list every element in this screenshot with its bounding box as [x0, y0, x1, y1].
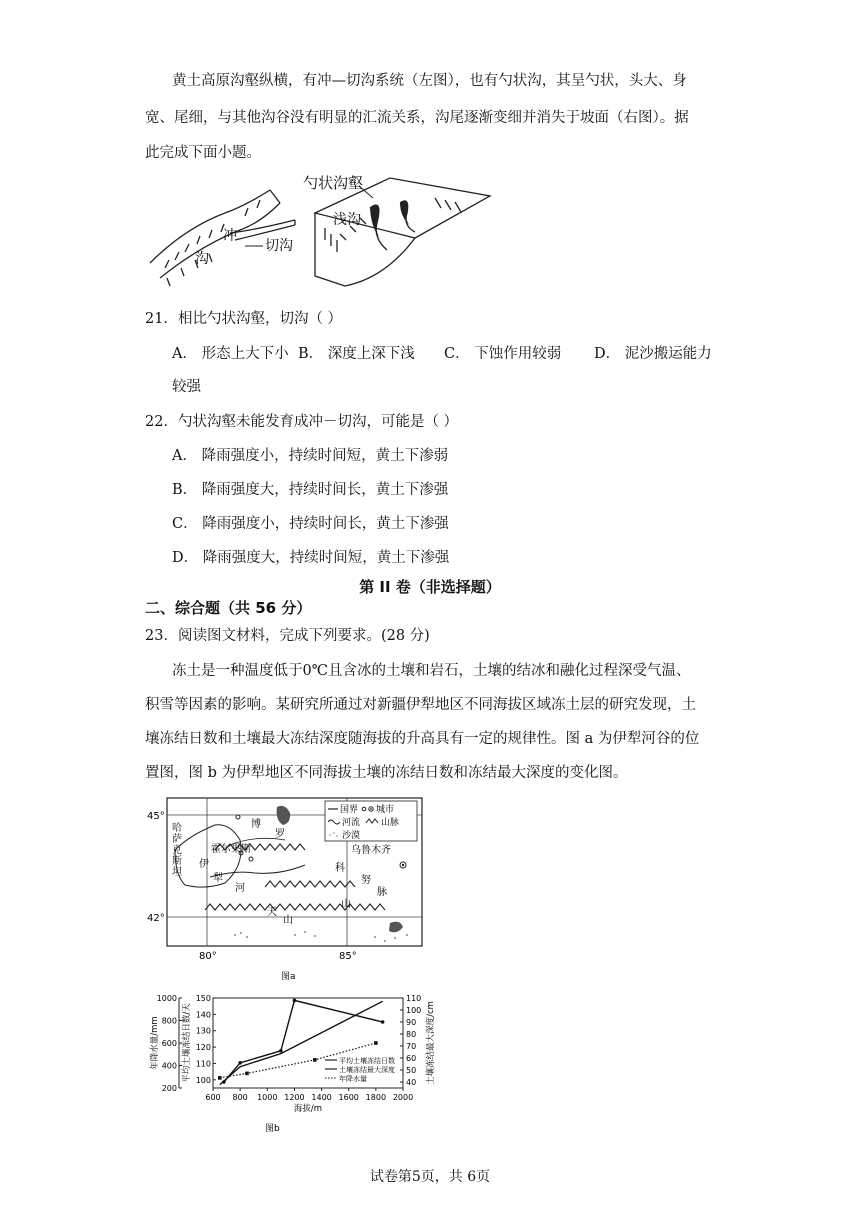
left-outer-axis-label: 年降水量/mm	[150, 1016, 160, 1070]
q22-option-a: A． 降雨强度小，持续时间短，黄土下渗弱	[172, 448, 449, 464]
left-inner-axis-label: 平均土壤冻结日数/天	[182, 1003, 192, 1083]
lat-42: 42°	[147, 913, 165, 924]
lat-45: 45°	[147, 811, 165, 822]
x-tick-label: 1400	[311, 1093, 332, 1102]
x-tick-label: 600	[205, 1093, 221, 1102]
x-tick-label: 2000	[392, 1093, 414, 1102]
q21-stem: 21．相比勺状沟壑，切沟（ ）	[145, 311, 343, 327]
section-2-heading: 二、综合题（共 56 分）	[145, 599, 312, 617]
label-scoop-gully: 勺状沟壑	[303, 174, 364, 192]
label-qiegou: 切沟	[265, 238, 293, 254]
legend-label: 平均土壤冻结日数	[339, 1057, 395, 1065]
left-outer-tick-label: 1000	[156, 994, 177, 1003]
map-caption: 图a	[281, 972, 296, 982]
right-tick-label: 100	[406, 1006, 422, 1015]
right-tick-label: 110	[406, 994, 422, 1003]
left-outer-tick-label: 600	[161, 1039, 177, 1048]
lon-85: 85°	[339, 951, 357, 962]
left-outer-tick-label: 400	[161, 1061, 177, 1071]
q23-para-1: 冻土是一种温度低于0℃且含冰的土壤和岩石，土壤的结冰和融化过程深受气温、	[172, 663, 691, 679]
label-he: 河	[235, 883, 245, 894]
left-inner-tick-label: 110	[195, 1059, 211, 1069]
right-tick-label: 80	[406, 1030, 417, 1039]
q21-option-b: B． 深度上深下浅	[298, 346, 415, 362]
country-label-char: 哈	[172, 823, 182, 834]
left-inner-tick-label: 100	[195, 1075, 211, 1085]
label-chong: 冲	[223, 228, 237, 244]
x-tick-label: 1000	[257, 1093, 278, 1102]
series-point	[293, 999, 297, 1003]
label-ke: 科	[335, 863, 345, 874]
legend-border: 国界	[340, 805, 359, 815]
left-inner-tick-label: 150	[195, 994, 211, 1003]
label-shan: 山	[283, 915, 293, 926]
left-outer-tick-label: 200	[161, 1084, 177, 1093]
q23-para-4: 置图，图 b 为伊犁地区不同海拔土壤的冻结日数和冻结最大深度的变化图。	[145, 765, 628, 781]
x-tick-label: 1600	[338, 1093, 359, 1102]
q21-option-c: C． 下蚀作用较弱	[444, 346, 562, 362]
country-label-char: 克	[172, 845, 182, 856]
label-mai: 脉	[377, 887, 387, 898]
label-bo: 博	[251, 819, 261, 830]
label-urumqi: 乌鲁木齐	[351, 845, 391, 856]
right-axis-label: 土壤冻结最大深度/cm	[426, 1001, 436, 1085]
left-inner-tick-label: 130	[195, 1026, 211, 1036]
intro-line-3: 此完成下面小题。	[145, 145, 261, 161]
q22-option-d: D． 降雨强度大，持续时间短，黄土下渗强	[172, 550, 450, 566]
q22-option-b: B． 降雨强度大，持续时间长，黄土下渗强	[172, 482, 449, 498]
right-tick-label: 70	[406, 1042, 417, 1051]
x-tick-label: 1200	[284, 1093, 305, 1102]
legend-mountain: 山脉	[381, 818, 400, 828]
right-tick-label: 50	[406, 1066, 417, 1075]
right-tick-label: 60	[406, 1054, 417, 1063]
legend-label: 土壤冻结最大深度	[339, 1066, 395, 1074]
chart-caption: 图b	[265, 1124, 280, 1134]
q21-option-a: A． 形态上大下小	[172, 346, 289, 362]
lon-80: 80°	[199, 951, 217, 962]
country-label-char: 斯	[172, 856, 182, 867]
q23-para-2: 积雪等因素的影响。某研究所通过对新疆伊犁地区不同海拔区域冻土层的研究发现，土	[145, 697, 696, 713]
chart-legend	[325, 1056, 395, 1083]
series-point	[279, 1049, 283, 1053]
label-li: 犁	[213, 873, 223, 884]
series-point	[222, 1080, 226, 1084]
section-2-title: 第 II 卷（非选择题）	[359, 578, 501, 596]
x-axis-label: 海拔/m	[293, 1104, 323, 1114]
left-inner-tick-label: 120	[195, 1043, 211, 1053]
page-footer: 试卷第5页，共 6页	[369, 1169, 491, 1185]
legend-city: 城市	[376, 805, 395, 815]
label-tian: 天	[267, 907, 277, 918]
right-tick-label: 90	[406, 1018, 417, 1027]
label-shan-2: 山	[341, 899, 351, 910]
legend-desert: 沙漠	[342, 831, 361, 841]
label-huoerguosi: 霍尔果斯	[211, 844, 251, 855]
label-luo: 罗	[275, 829, 285, 840]
label-yi: 伊	[199, 859, 209, 870]
label-gou: 沟	[195, 251, 209, 267]
series-point	[218, 1076, 222, 1080]
intro-line-2: 宽、尾细，与其他沟谷没有明显的汇流关系，沟尾逐渐变细并消失于坡面（右图）。据	[145, 110, 689, 126]
frozen-soil-chart	[145, 988, 445, 1138]
q21-option-d: D． 泥沙搬运能力	[594, 346, 712, 362]
legend-river: 河流	[342, 818, 361, 828]
country-label-char: 萨	[172, 834, 182, 845]
series-point	[245, 1072, 249, 1076]
left-inner-tick-label: 140	[195, 1010, 211, 1020]
left-outer-tick-label: 800	[161, 1016, 177, 1026]
q22-stem: 22．勺状沟壑未能发育成冲－切沟，可能是（ ）	[145, 414, 459, 430]
series-point	[374, 1041, 378, 1045]
series-point	[238, 1061, 242, 1065]
q22-option-c: C． 降雨强度小，持续时间长，黄土下渗强	[172, 516, 449, 532]
q21-option-d-cont: 较强	[172, 379, 201, 395]
right-block-sketch	[315, 178, 490, 286]
series-point	[381, 1020, 385, 1024]
x-tick-label: 1800	[365, 1093, 387, 1102]
series-point	[313, 1058, 317, 1062]
legend-label: 年降水量	[339, 1075, 367, 1083]
map-legend	[325, 801, 417, 841]
q23-para-3: 壤冻结日数和土壤最大冻结深度随海拔的升高具有一定的规律性。图 a 为伊犁河谷的位	[145, 731, 700, 747]
gully-figure	[145, 168, 505, 296]
yili-map	[145, 795, 430, 985]
label-shallow-gully: 浅沟	[333, 212, 361, 228]
q23-stem: 23．阅读图文材料，完成下列要求。(28 分)	[145, 628, 430, 644]
label-nu: 努	[361, 875, 371, 886]
intro-line-1: 黄土高原沟壑纵横，有冲—切沟系统（左图），也有勺状沟，其呈勺状，头大、身	[172, 73, 687, 89]
country-label-char: 坦	[172, 867, 182, 878]
x-tick-label: 800	[232, 1093, 248, 1102]
right-tick-label: 40	[406, 1078, 417, 1087]
